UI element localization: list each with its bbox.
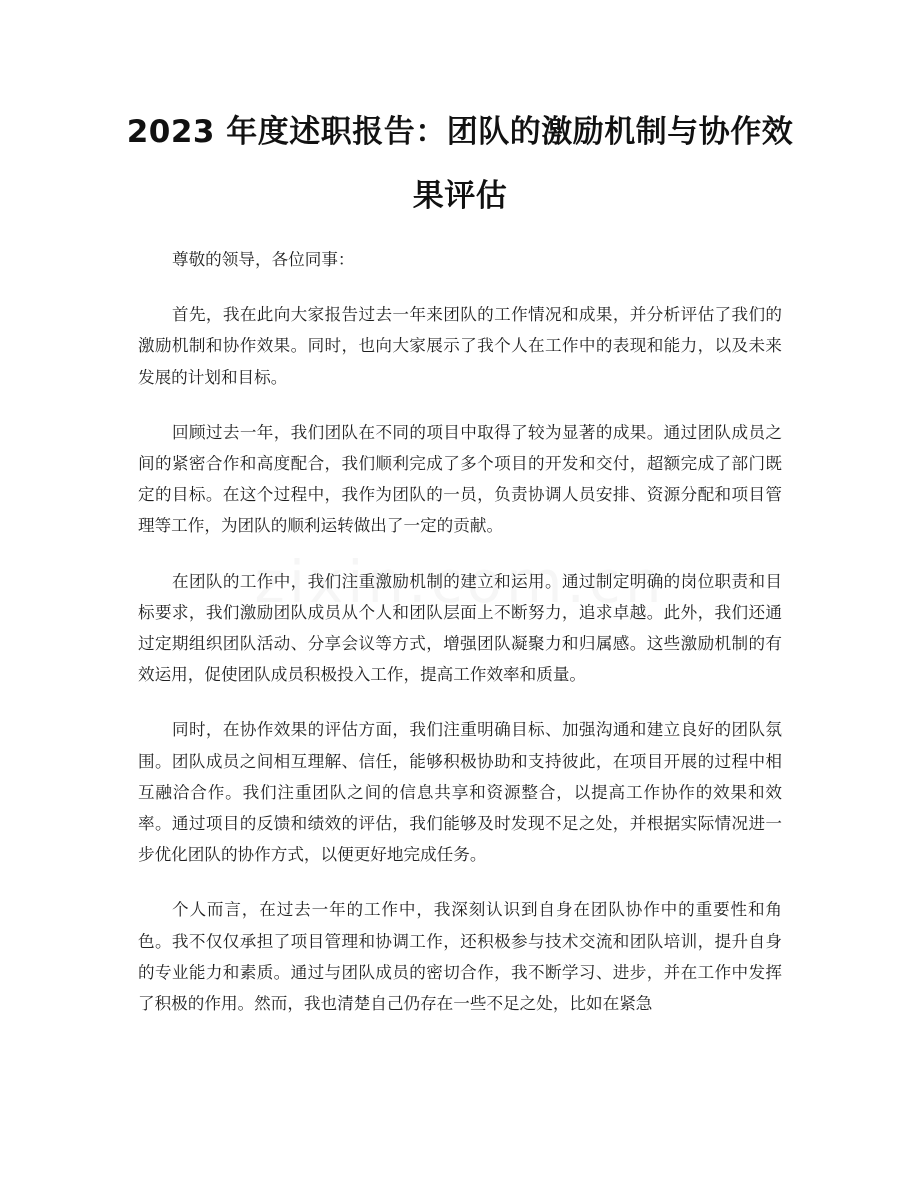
document-title: 2023 年度述职报告：团队的激励机制与协作效果评估 bbox=[126, 114, 794, 214]
body-paragraph: 回顾过去一年，我们团队在不同的项目中取得了较为显著的成果。通过团队成员之间的紧密合作和高度配合，我们顺利完成了多个项目的开发和交付，超额完成了部门既定的目标。在这个过程中，我作为团队的一员，负责协调人员安排、资源分配和项目管理等工作，为团队的顺利运转做出了一定的贡献。 bbox=[138, 422, 782, 536]
body-paragraph: 同时，在协作效果的评估方面，我们注重明确目标、加强沟通和建立良好的团队氛围。团队成员之间相互理解、信任，能够积极协助和支持彼此，在项目开展的过程中相互融洽合作。我们注重团队之间的信息共享和资源整合，以提高工作协作的效果和效率。通过项目的反馈和绩效的评估，我们能够及时发现不足之处，并根据实际情况进一步优化团队的协作方式，以便更好地完成任务。 bbox=[138, 720, 782, 865]
salutation-paragraph: 尊敬的领导，各位同事： bbox=[172, 250, 355, 269]
body-paragraph: 首先，我在此向大家报告过去一年来团队的工作情况和成果，并分析评估了我们的激励机制和协作效果。同时，也向大家展示了我个人在工作中的表现和能力，以及未来发展的计划和目标。 bbox=[138, 305, 782, 387]
body-paragraph: 个人而言，在过去一年的工作中，我深刻认识到自身在团队协作中的重要性和角色。我不仅仅承担了项目管理和协调工作，还积极参与技术交流和团队培训，提升自身的专业能力和素质。通过与团队成员的密切合作，我不断学习、进步，并在工作中发挥了积极的作用。然而，我也清楚自己仍存在一些不足之处，比如在紧急 bbox=[138, 900, 782, 1014]
document-body bbox=[138, 244, 782, 1043]
body-paragraph: 在团队的工作中，我们注重激励机制的建立和运用。通过制定明确的岗位职责和目标要求，我们激励团队成员从个人和团队层面上不断努力，追求卓越。此外，我们还通过定期组织团队活动、分享会议等方式，增强团队凝聚力和归属感。这些激励机制的有效运用，促使团队成员积极投入工作，提高工作效率和质量。 bbox=[138, 571, 782, 685]
